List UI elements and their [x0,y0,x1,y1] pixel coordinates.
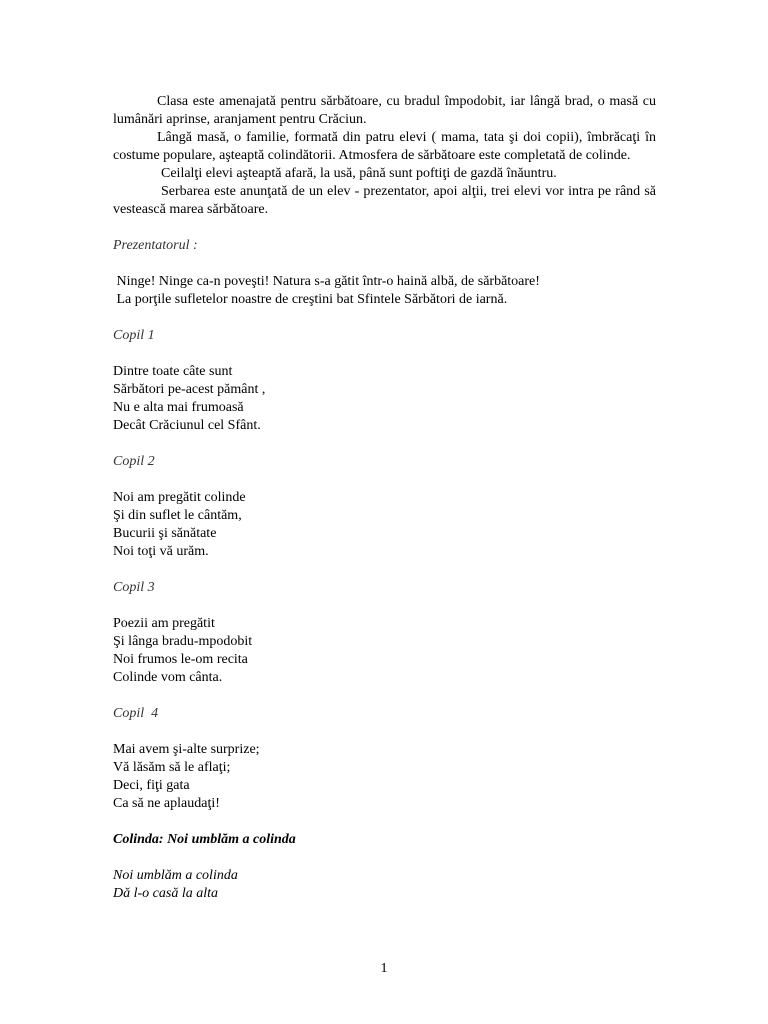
document-body [113,93,656,903]
verse-line: Vă lăsăm să le aflaţi; [113,760,231,775]
intro-paragraph-1: Clasa este amenajată pentru sărbătoare, cu bradul împodobit, iar lângă brad, o masă cu lumânări aprinse, aranjament pentru Crăciun. [113,94,656,127]
verse-line: Poezii am pregătit [113,616,215,631]
presenter-line: Ninge! Ninge ca-n poveşti! Natura s-a gătit într-o haină albă, de sărbătoare! [113,274,540,289]
copil-1-heading: Copil 1 [113,328,155,343]
verse-line: Noi frumos le-om recita [113,652,248,667]
intro-paragraph-3: Ceilalţi elevi aşteaptă afară, la usă, până sunt poftiţi de gazdă înăuntru. [161,166,557,181]
verse-line: Şi din suflet le cântăm, [113,508,242,523]
verse-line: Şi lânga bradu-mpodobit [113,634,253,649]
verse-line: Deci, fiţi gata [113,778,190,793]
colinda-line: Dă l-o casă la alta [113,886,218,901]
verse-line: Bucurii şi sănătate [113,526,217,541]
intro-paragraph-2: Lângă masă, o familie, formată din patru elevi ( mama, tata şi doi copii), îmbrăcaţi în costume populare, aşteaptă colindătorii. Atmosfera de sărbătoare este completată de colinde. [113,130,656,163]
presenter-line: La porţile sufletelor noastre de creştini bat Sfintele Sărbători de iarnă. [113,292,508,307]
verse-line: Dintre toate câte sunt [113,364,233,379]
copil-4-heading: Copil 4 [113,706,159,721]
verse-line: Sărbători pe-acest pământ , [113,382,266,397]
verse-line: Nu e alta mai frumoasă [113,400,244,415]
colinda-line: Noi umblăm a colinda [113,868,238,883]
verse-line: Colinde vom cânta. [113,670,223,685]
copil-3-heading: Copil 3 [113,580,155,595]
presenter-heading: Prezentatorul : [113,238,198,253]
page-number: 1 [380,961,388,976]
copil-2-heading: Copil 2 [113,454,155,469]
intro-paragraph-4: Serbarea este anunţată de un elev - prezentator, apoi alţii, trei elevi vor intra pe rând să vestească marea sărbătoare. [113,184,656,217]
verse-line: Mai avem şi-alte surprize; [113,742,260,757]
verse-line: Noi toţi vă urăm. [113,544,209,559]
colinda-heading: Colinda: Noi umblăm a colinda [113,832,296,847]
verse-line: Decât Crăciunul cel Sfânt. [113,418,261,433]
verse-line: Noi am pregătit colinde [113,490,246,505]
verse-line: Ca să ne aplaudaţi! [113,796,220,811]
